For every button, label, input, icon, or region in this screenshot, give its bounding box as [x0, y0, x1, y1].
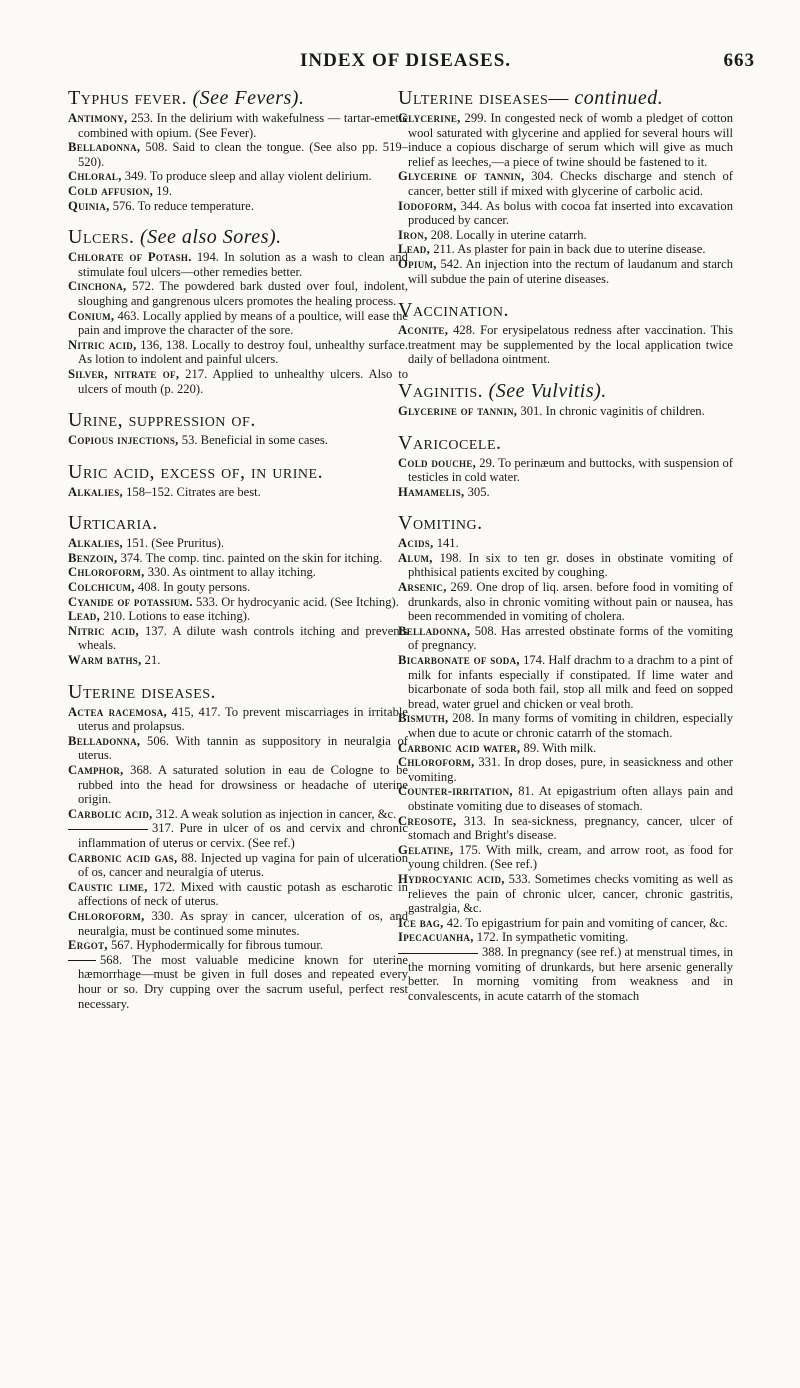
- entry-text: 137. A dilute wash controls itching and prevents wheals.: [78, 623, 408, 653]
- section-heading: [398, 379, 733, 403]
- heading-text: Vaccination.: [398, 299, 509, 322]
- remedy-name: Counter-irritation,: [398, 784, 513, 799]
- index-entry: [68, 309, 408, 338]
- remedy-name: Ice bag,: [398, 915, 444, 930]
- heading-text: Varicocele.: [398, 431, 502, 454]
- entry-text: 19.: [153, 183, 172, 198]
- remedy-name: Chlorate of Potash.: [68, 250, 192, 265]
- index-entry: [68, 938, 408, 953]
- entry-text: 330. As ointment to allay itching.: [144, 565, 316, 580]
- ditto-rule: [68, 960, 96, 961]
- entry-text: 299. In congested neck of womb a pledget of cotton wool saturated with glycerine and applied for several hours will induce a copious discharge of serum which will give as much relief as leeches,—a piece of twine should be fastened to it.: [408, 111, 733, 169]
- remedy-name: Chloroform,: [398, 755, 475, 770]
- entry-text: 304. Checks discharge and stench of cancer, better still if mixed with glycerine of carbolic acid.: [408, 169, 733, 198]
- section-heading: [398, 511, 733, 535]
- index-entry: [68, 433, 408, 448]
- remedy-name: Conium,: [68, 308, 115, 323]
- remedy-name: Ipecacuanha,: [398, 930, 474, 945]
- remedy-name: Glycerine,: [398, 111, 461, 125]
- remedy-name: Acids,: [398, 536, 434, 551]
- remedy-name: Hydrocyanic acid,: [398, 871, 505, 886]
- remedy-name: Hamamelis,: [398, 484, 465, 499]
- index-entry: [398, 169, 733, 198]
- right-column: [398, 86, 733, 1015]
- section-ulterine-diseases: [398, 86, 733, 286]
- ditto-rule: [398, 953, 478, 954]
- entry-text: 53. Beneficial in some cases.: [178, 433, 328, 448]
- index-entry: [398, 653, 733, 711]
- index-entry: [68, 140, 408, 169]
- remedy-name: Bicarbonate of soda,: [398, 653, 520, 668]
- index-entry: [398, 755, 733, 784]
- index-entry: [68, 338, 408, 367]
- remedy-name: Nitric acid,: [68, 623, 139, 638]
- index-entry: [68, 565, 408, 580]
- entry-text: 198. In six to ten gr. doses in obstinate vomiting of phthisical patients excited by coughing.: [408, 550, 733, 580]
- index-entry: [68, 909, 408, 938]
- remedy-name: Warm baths,: [68, 653, 142, 668]
- entry-text: 567. Hyphodermically for fibrous tumour.: [107, 938, 323, 953]
- remedy-name: Quinia,: [68, 198, 110, 213]
- entry-text: 269. One drop of liq. arsen. before food in vomiting of drunkards, also in chronic vomiting without pain or nausea, has been recommended in vomiting of cholera.: [408, 580, 733, 624]
- remedy-name: Glycerine of tannin,: [398, 169, 525, 184]
- remedy-name: Bismuth,: [398, 711, 449, 726]
- entry-text: 508. Said to clean the tongue. (See also pp. 519–520).: [78, 140, 408, 169]
- entry-text: 368. A saturated solution in eau de Cologne to be rubbed into the head for drowsiness or headache of uterine origin.: [78, 763, 408, 807]
- entry-text: 151. (See Pruritus).: [122, 536, 225, 551]
- index-entry: [68, 821, 408, 850]
- index-entry: [398, 930, 733, 945]
- section-typhus-fever: [68, 86, 408, 213]
- index-entry: [398, 111, 733, 169]
- remedy-name: Cyanide of potassium.: [68, 594, 193, 609]
- index-entry: [398, 485, 733, 500]
- heading-text: Urine, suppression of.: [68, 409, 256, 432]
- index-entry: [68, 536, 408, 551]
- entry-text: 175. With milk, cream, and arrow root, as food for young children. (See ref.): [408, 842, 733, 872]
- index-entry: [68, 763, 408, 807]
- remedy-name: Carbonic acid gas,: [68, 850, 178, 865]
- remedy-name: Lead,: [398, 242, 431, 257]
- remedy-name: Cinchona,: [68, 279, 127, 294]
- section-heading: [68, 511, 408, 535]
- remedy-name: Lead,: [68, 609, 101, 624]
- see-reference: (See Vulvitis).: [488, 379, 607, 402]
- index-entry: [68, 485, 408, 500]
- section-vomiting: [398, 511, 733, 1003]
- entry-text: 88. Injected up vagina for pain of ulceration of os, cancer and neuralgia of uterus.: [78, 850, 408, 880]
- entry-text: 81. At epigastrium often allays pain and obstinate vomiting due to diseases of stomach.: [408, 784, 733, 813]
- entry-text: 210. Lotions to ease itching).: [100, 609, 251, 624]
- entry-text: 194. In solution as a wash to clean and stimulate foul ulcers—other remedies better.: [78, 250, 408, 279]
- entry-text: 29. To perinæum and buttocks, with suspension of testicles in cold water.: [408, 455, 733, 485]
- index-entry: [68, 880, 408, 909]
- see-reference: continued.: [574, 87, 664, 109]
- entry-text: 21.: [141, 653, 161, 668]
- entry-text: 42. To epigastrium for pain and vomiting of cancer, &c.: [443, 915, 728, 930]
- index-entry: [398, 784, 733, 813]
- index-entry: [68, 580, 408, 595]
- section-heading: [68, 460, 408, 484]
- heading-text: Ulterine diseases—: [398, 87, 569, 109]
- remedy-name: Alkalies,: [68, 484, 123, 499]
- remedy-name: Carbonic acid water,: [398, 740, 521, 755]
- entry-text: 330. As spray in cancer, ulceration of os, and neuralgia, must be continued some minutes.: [78, 908, 408, 938]
- remedy-name: Cold affusion,: [68, 183, 154, 198]
- remedy-name: Gelatine,: [398, 842, 454, 857]
- entry-text: 576. To reduce temperature.: [109, 198, 254, 213]
- index-entry: [68, 184, 408, 199]
- index-entry: [68, 851, 408, 880]
- entry-text: 174. Half drachm to a drachm to a pint of milk for infants especially if constipated. If lime water and bicarbonate of soda both fail, stop all milk and feed on sopped bread, water gruel and chicken or veal broth.: [408, 653, 733, 711]
- entry-text: 136, 138. Locally to destroy foul, unhealthy surface. As lotion to indolent and painful ulcers.: [78, 337, 409, 367]
- index-entry: [398, 843, 733, 872]
- entry-text: 388. In pregnancy (see ref.) at menstrual times, in the morning vomiting of drunkards, but here arsenic generally better. In morning vomiting from weakness and in convalescents, in acute catarrh of the stomach: [408, 944, 733, 1003]
- entry-text: 508. Has arrested obstinate forms of the vomiting of pregnancy.: [408, 623, 733, 653]
- entry-text: 428. For erysipelatous redness after vaccination. This treatment may be supplemented by the local application twice daily of belladona ointment.: [408, 323, 733, 367]
- remedy-name: Silver, nitrate of,: [68, 366, 180, 381]
- remedy-name: Alum,: [398, 550, 433, 565]
- index-entry: [68, 734, 408, 763]
- index-entry: [398, 199, 733, 228]
- entry-text: 172. Mixed with caustic potash as escharotic in affections of neck of uterus.: [78, 879, 408, 909]
- remedy-name: Actea racemosa,: [68, 704, 167, 719]
- section-uric-acid-excess-of-in-urine: [68, 460, 408, 500]
- index-entry: [398, 711, 733, 740]
- remedy-name: Aconite,: [398, 323, 449, 338]
- page-number: 663: [723, 50, 755, 71]
- index-entry: [68, 279, 408, 308]
- heading-text: Uterine diseases.: [68, 680, 217, 703]
- entry-text: 533. Sometimes checks vomiting as well as relieves the pain of chronic ulcer, cancer, chronic gastritis, gastralgia, &c.: [408, 871, 733, 916]
- ditto-rule: [68, 829, 148, 830]
- entry-text: 331. In drop doses, pure, in seasickness and other vomiting.: [408, 755, 733, 784]
- remedy-name: Camphor,: [68, 763, 124, 777]
- entry-text: 253. In the delirium with wakefulness — tartar-emetic combined with opium. (See Fever).: [78, 111, 408, 140]
- index-entry: [398, 916, 733, 931]
- index-entry: [68, 653, 408, 668]
- entry-text: 172. In sympathetic vomiting.: [473, 930, 629, 945]
- section-heading: [398, 298, 733, 322]
- remedy-name: Ergot,: [68, 938, 108, 953]
- remedy-name: Copious injections,: [68, 433, 179, 448]
- entry-text: 533. Or hydrocyanic acid. (See Itching).: [192, 594, 399, 609]
- entry-text: 408. In gouty persons.: [134, 580, 251, 595]
- index-entry: [398, 456, 733, 485]
- index-entry: [398, 872, 733, 916]
- entry-text: 208. In many forms of vomiting in children, especially when due to acute or chronic catarrh of the stomach.: [408, 711, 733, 740]
- entry-text: 312. A weak solution as injection in cancer, &c.: [152, 806, 397, 821]
- index-entry: [68, 953, 408, 1011]
- remedy-name: Benzoin,: [68, 550, 118, 565]
- index-entry: [398, 257, 733, 286]
- entry-text: 374. The comp. tinc. painted on the skin for itching.: [117, 550, 383, 565]
- index-entry: [398, 814, 733, 843]
- section-heading: [68, 225, 408, 249]
- remedy-name: Caustic lime,: [68, 879, 148, 894]
- section-heading: [398, 86, 733, 110]
- heading-text: Typhus fever.: [68, 87, 187, 109]
- index-entry: [398, 624, 733, 653]
- see-reference: (See also Sores).: [140, 226, 282, 249]
- index-entry: [398, 323, 733, 367]
- index-entry: [68, 705, 408, 734]
- index-entry: [68, 595, 408, 610]
- index-entry: [398, 536, 733, 551]
- left-column: [68, 86, 408, 1023]
- remedy-name: Alkalies,: [68, 536, 123, 551]
- remedy-name: Chloroform,: [68, 565, 145, 580]
- heading-text: Uric acid, excess of, in urine.: [68, 460, 324, 483]
- index-entry: [68, 367, 408, 396]
- heading-text: Urticaria.: [68, 512, 158, 535]
- remedy-name: Iron,: [398, 227, 428, 242]
- entry-text: 313. In sea-sickness, pregnancy, cancer, ulcer of stomach and Bright's disease.: [408, 813, 733, 843]
- entry-text: 344. As bolus with cocoa fat inserted into excavation produced by cancer.: [408, 198, 733, 228]
- index-entry: [398, 945, 733, 1003]
- entry-text: 305.: [464, 484, 490, 499]
- index-entry: [68, 199, 408, 214]
- section-vaccination: [398, 298, 733, 367]
- section-heading: [68, 86, 408, 110]
- remedy-name: Antimony,: [68, 111, 128, 125]
- index-entry: [398, 580, 733, 624]
- remedy-name: Belladonna,: [68, 733, 141, 748]
- index-entry: [68, 551, 408, 566]
- remedy-name: Colchicum,: [68, 580, 135, 595]
- remedy-name: Belladonna,: [398, 623, 471, 638]
- index-entry: [68, 609, 408, 624]
- section-ulcers: [68, 225, 408, 396]
- entry-text: 542. An injection into the rectum of laudanum and starch will subdue the pain of uterine diseases.: [408, 256, 733, 286]
- index-entry: [398, 228, 733, 243]
- remedy-name: Opium,: [398, 256, 437, 271]
- index-entry: [68, 807, 408, 822]
- index-entry: [68, 169, 408, 184]
- heading-text: Ulcers.: [68, 226, 135, 249]
- entry-text: 568. The most valuable medicine known for uterine hæmorrhage—must be given in full doses and repeated every hour or so. Dry cupping over the sacrum useful, perfect rest necessary.: [78, 952, 408, 1011]
- entry-text: 217. Applied to unhealthy ulcers. Also to ulcers of mouth (p. 220).: [78, 366, 408, 396]
- running-title: INDEX OF DISEASES.: [300, 50, 512, 71]
- section-urticaria: [68, 511, 408, 667]
- index-entry: [398, 741, 733, 756]
- index-entry: [398, 551, 733, 580]
- entry-text: 141.: [433, 536, 459, 551]
- section-heading: [68, 408, 408, 432]
- remedy-name: Belladonna,: [68, 140, 141, 155]
- entry-text: 349. To produce sleep and allay violent delirium.: [121, 169, 372, 184]
- heading-text: Vomiting.: [398, 512, 483, 535]
- index-entry: [398, 404, 733, 419]
- entry-text: 463. Locally applied by means of a poultice, will ease the pain and improve the character of the sore.: [78, 308, 408, 338]
- page-header: [300, 50, 755, 72]
- entry-text: 301. In chronic vaginitis of children.: [517, 403, 705, 418]
- entry-text: 158–152. Citrates are best.: [122, 484, 261, 499]
- remedy-name: Arsenic,: [398, 580, 447, 595]
- heading-text: Vaginitis.: [398, 379, 484, 402]
- entry-text: 506. With tannin as suppository in neuralgia of uterus.: [78, 733, 408, 763]
- section-urine-suppression-of: [68, 408, 408, 448]
- section-heading: [398, 431, 733, 455]
- section-vaginitis: [398, 379, 733, 419]
- entry-text: 572. The powdered bark dusted over foul, indolent, sloughing and gangrenous ulcers promotes the healing process.: [78, 279, 408, 308]
- entry-text: 89. With milk.: [520, 740, 597, 755]
- entry-text: 317. Pure in ulcer of os and cervix and chronic inflammation of uterus or cervix. (See ref.): [78, 821, 408, 850]
- remedy-name: Glycerine of tannin,: [398, 403, 518, 418]
- remedy-name: Chloral,: [68, 169, 122, 184]
- index-entry: [68, 624, 408, 653]
- section-varicocele: [398, 431, 733, 500]
- remedy-name: Chloroform,: [68, 908, 145, 923]
- entry-text: 415, 417. To prevent miscarriages in irritable uterus and prolapsus.: [78, 704, 408, 734]
- remedy-name: Cold douche,: [398, 455, 477, 470]
- remedy-name: Carbolic acid,: [68, 806, 153, 821]
- section-heading: [68, 680, 408, 704]
- entry-text: 211. As plaster for pain in back due to uterine disease.: [430, 242, 706, 257]
- remedy-name: Nitric acid,: [68, 337, 137, 352]
- remedy-name: Creosote,: [398, 813, 457, 828]
- index-entry: [68, 111, 408, 140]
- see-reference: (See Fevers).: [192, 87, 305, 109]
- index-entry: [68, 250, 408, 279]
- remedy-name: Iodoform,: [398, 198, 457, 213]
- index-entry: [398, 242, 733, 257]
- entry-text: 208. Locally in uterine catarrh.: [427, 227, 587, 242]
- section-uterine-diseases: [68, 680, 408, 1011]
